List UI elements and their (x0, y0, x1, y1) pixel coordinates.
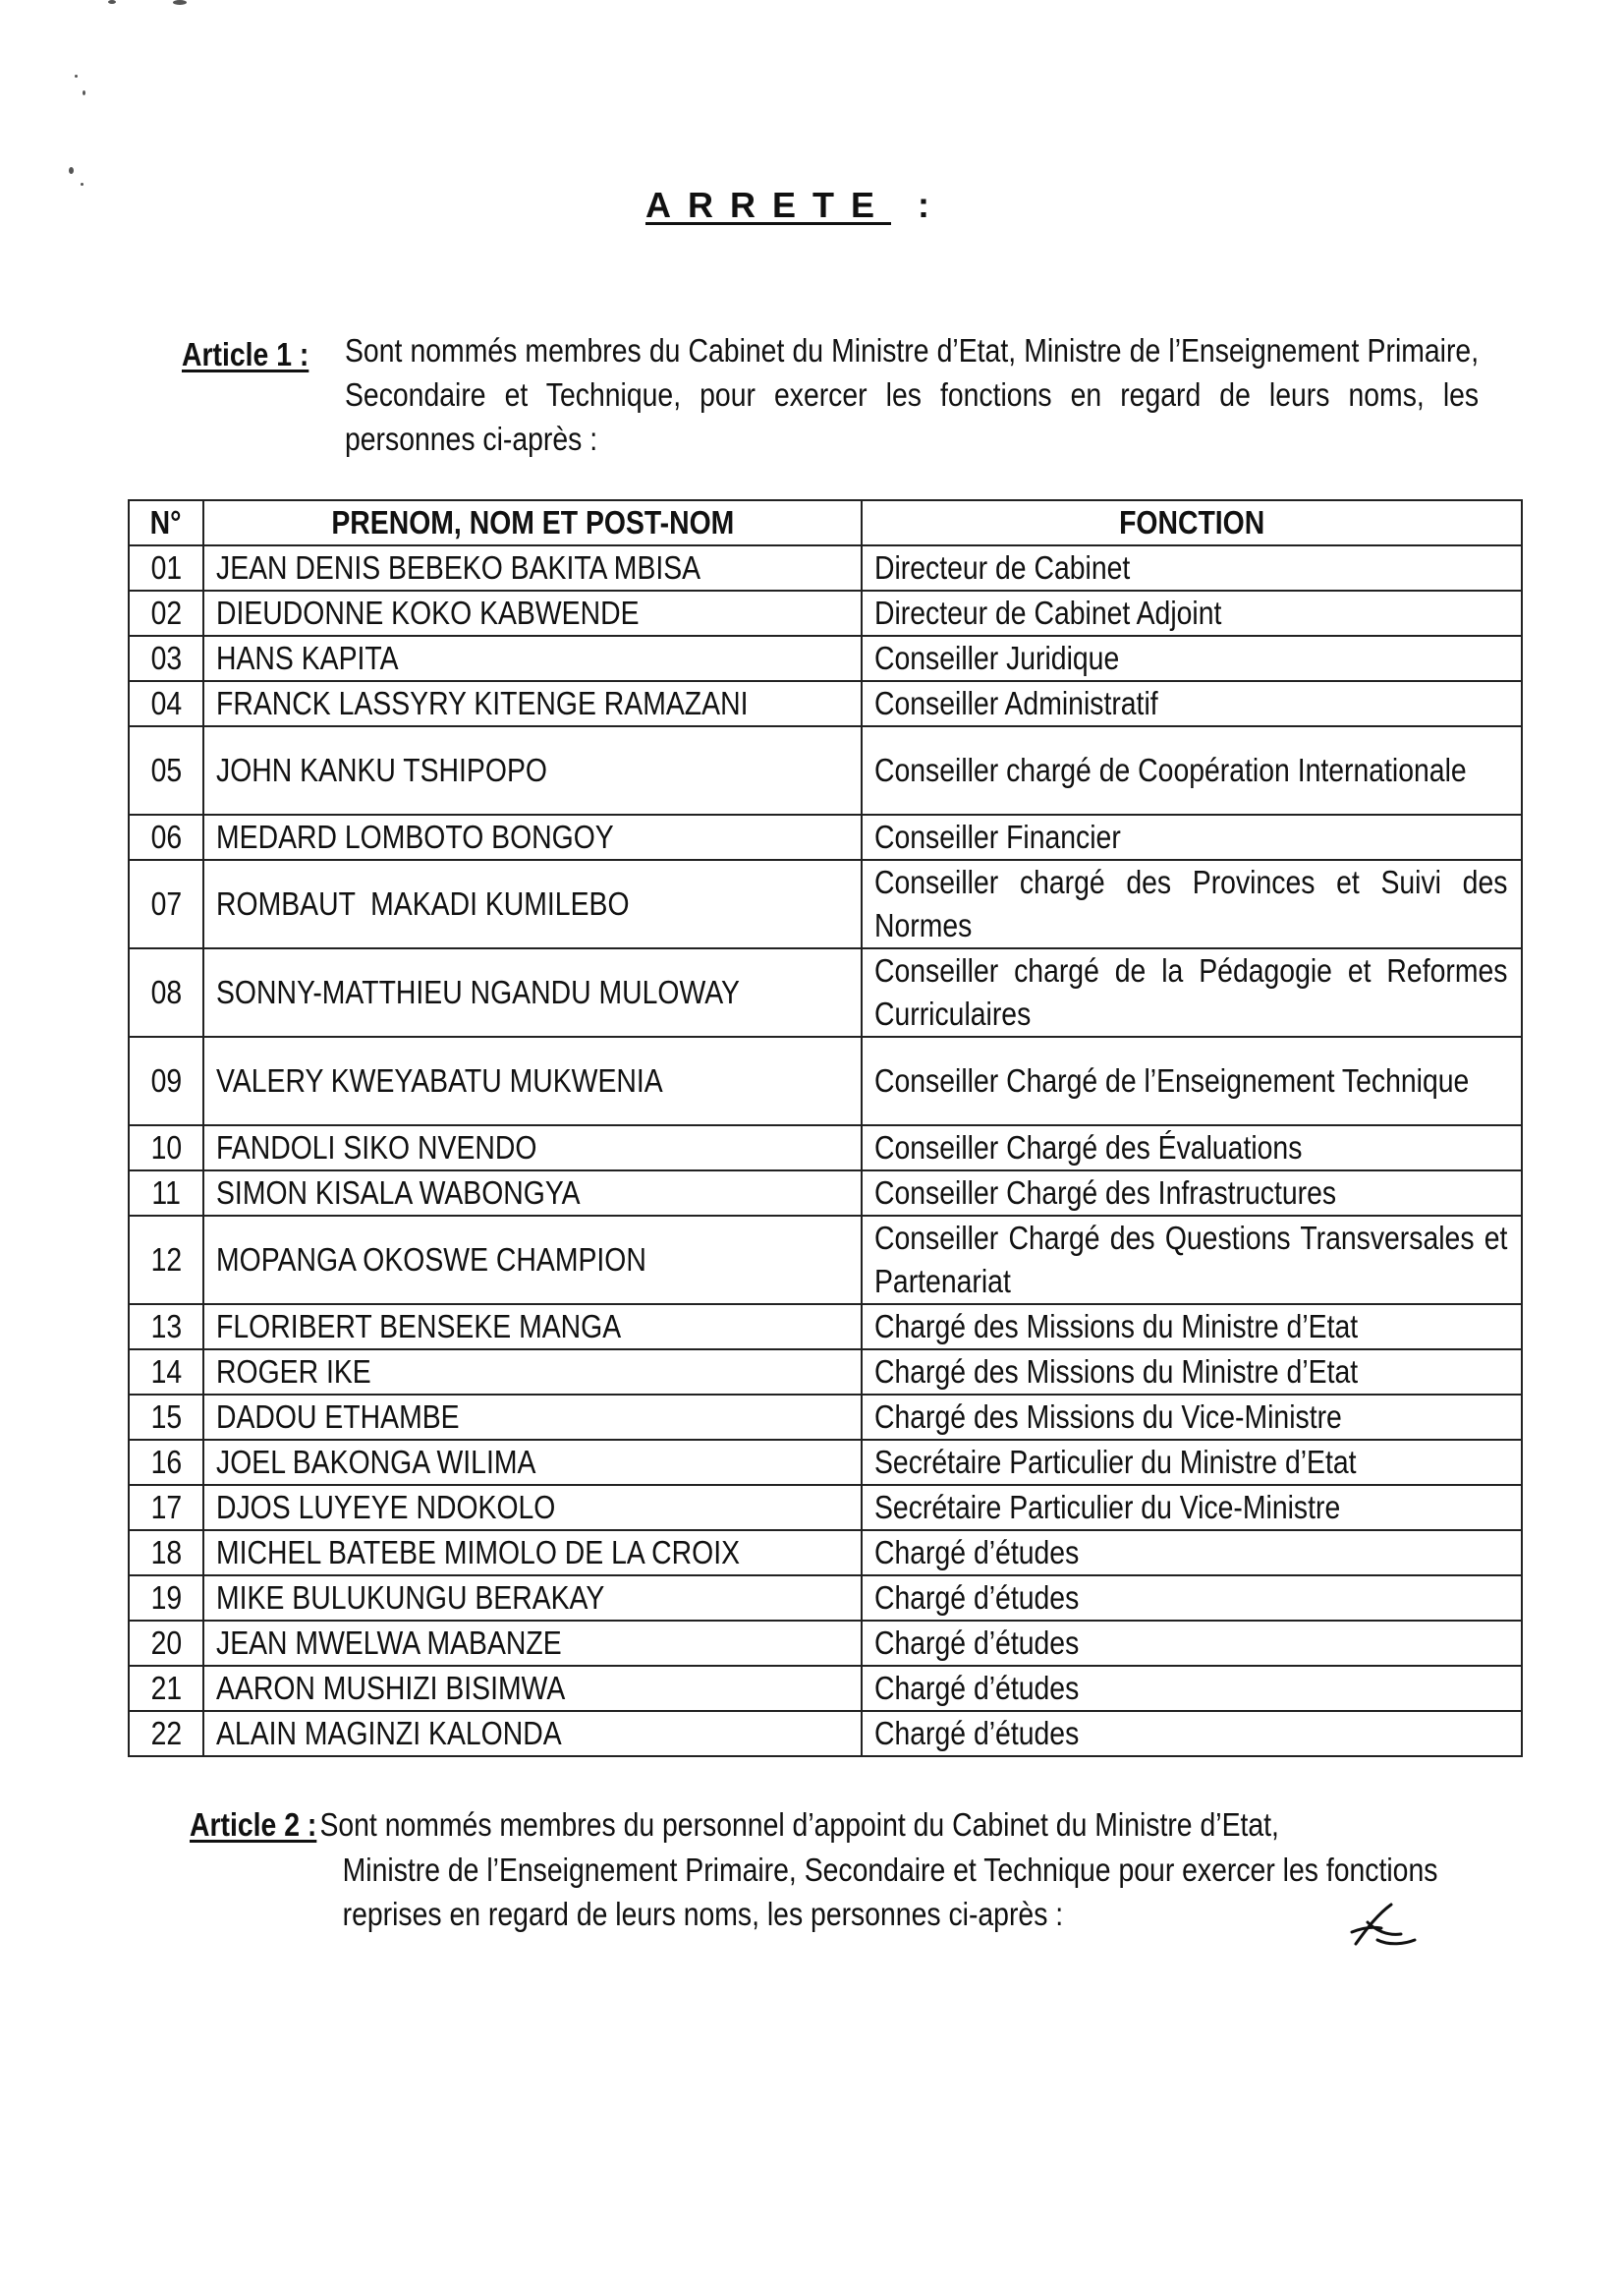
row-function-cell: Chargé des Missions du Vice-Ministre (862, 1395, 1522, 1440)
article-1-label: Article 1 : (182, 336, 309, 372)
table-row (129, 1304, 1522, 1349)
row-name-cell: JEAN MWELWA MABANZE (203, 1621, 862, 1666)
row-number-cell: 11 (129, 1170, 203, 1216)
table-header-row (129, 500, 1522, 545)
row-number-cell: 15 (129, 1395, 203, 1440)
document-title: ARRETE : (644, 185, 946, 225)
row-number-cell: 19 (129, 1575, 203, 1621)
row-number-cell: 10 (129, 1125, 203, 1170)
row-name-cell: FANDOLI SIKO NVENDO (203, 1125, 862, 1170)
row-name-cell: HANS KAPITA (203, 636, 862, 681)
scan-speck (173, 0, 187, 5)
row-function-cell: Chargé d’études (862, 1711, 1522, 1756)
article-1-text: Sont nommés membres du Cabinet du Ministre d’Etat, Ministre de l’Enseignement Primaire, Secondaire et Technique, pour exercer les fonctions en regard de leurs noms, les personnes ci-après : (344, 332, 1480, 457)
scan-speck (83, 90, 85, 95)
row-number-cell: 14 (129, 1349, 203, 1395)
table-row (129, 1216, 1522, 1304)
row-number-cell: 13 (129, 1304, 203, 1349)
table-row (129, 1575, 1522, 1621)
table-row (129, 1666, 1522, 1711)
row-function-cell: Secrétaire Particulier du Vice-Ministre (862, 1485, 1522, 1530)
row-function-cell: Conseiller Juridique (862, 636, 1522, 681)
row-name-cell: SONNY-MATTHIEU NGANDU MULOWAY (203, 948, 862, 1037)
row-function-cell: Chargé d’études (862, 1530, 1522, 1575)
row-number-cell: 18 (129, 1530, 203, 1575)
row-name-cell: MOPANGA OKOSWE CHAMPION (203, 1216, 862, 1304)
table-row (129, 591, 1522, 636)
row-name-cell: MIKE BULUKUNGU BERAKAY (203, 1575, 862, 1621)
row-number-cell: 17 (129, 1485, 203, 1530)
table-row (129, 1621, 1522, 1666)
table-row (129, 1485, 1522, 1530)
row-name-cell: DIEUDONNE KOKO KABWENDE (203, 591, 862, 636)
table-row (129, 860, 1522, 948)
row-name-cell: JOEL BAKONGA WILIMA (203, 1440, 862, 1485)
row-name-cell: ROMBAUT MAKADI KUMILEBO (203, 860, 862, 948)
row-number-cell: 03 (129, 636, 203, 681)
row-function-cell: Conseiller chargé des Provinces et Suivi des Normes (862, 860, 1522, 948)
row-function-cell: Directeur de Cabinet (862, 545, 1522, 591)
row-name-cell: FRANCK LASSYRY KITENGE RAMAZANI (203, 681, 862, 726)
initials-signature-mark (1348, 1901, 1419, 1950)
article-2-text-rest: Ministre de l’Enseignement Primaire, Secondaire et Technique pour exercer les fonctions reprises en regard de leurs noms, les personnes ci-après : (342, 1852, 1438, 1932)
table-row (129, 948, 1522, 1037)
row-number-cell: 09 (129, 1037, 203, 1125)
row-function-cell: Chargé des Missions du Ministre d’Etat (862, 1349, 1522, 1395)
row-number-cell: 16 (129, 1440, 203, 1485)
header-name: PRENOM, NOM ET POST-NOM (203, 500, 862, 545)
row-number-cell: 01 (129, 545, 203, 591)
row-name-cell: FLORIBERT BENSEKE MANGA (203, 1304, 862, 1349)
table-row (129, 1711, 1522, 1756)
row-number-cell: 22 (129, 1711, 203, 1756)
row-function-cell: Conseiller Administratif (862, 681, 1522, 726)
table-row (129, 636, 1522, 681)
row-name-cell: AARON MUSHIZI BISIMWA (203, 1666, 862, 1711)
row-function-cell: Secrétaire Particulier du Ministre d’Etat (862, 1440, 1522, 1485)
row-name-cell: JEAN DENIS BEBEKO BAKITA MBISA (203, 545, 862, 591)
row-number-cell: 20 (129, 1621, 203, 1666)
scan-speck (108, 0, 116, 4)
members-table (128, 499, 1523, 1757)
table-row (129, 1530, 1522, 1575)
table-row (129, 1349, 1522, 1395)
table-row (129, 545, 1522, 591)
row-function-cell: Chargé d’études (862, 1621, 1522, 1666)
table-row (129, 1037, 1522, 1125)
table-row (129, 1395, 1522, 1440)
article-2-label: Article 2 : (190, 1806, 317, 1843)
row-number-cell: 06 (129, 815, 203, 860)
row-name-cell: SIMON KISALA WABONGYA (203, 1170, 862, 1216)
row-number-cell: 12 (129, 1216, 203, 1304)
row-function-cell: Conseiller Chargé des Questions Transversales et Partenariat (862, 1216, 1522, 1304)
row-function-cell: Conseiller chargé de Coopération Internationale (862, 726, 1522, 815)
header-function: FONCTION (862, 500, 1522, 545)
table-row (129, 681, 1522, 726)
row-function-cell: Conseiller chargé de la Pédagogie et Reformes Curriculaires (862, 948, 1522, 1037)
row-name-cell: ROGER IKE (203, 1349, 862, 1395)
row-function-cell: Conseiller Chargé de l’Enseignement Technique (862, 1037, 1522, 1125)
table-row (129, 1170, 1522, 1216)
row-function-cell: Conseiller Chargé des Évaluations (862, 1125, 1522, 1170)
table-row (129, 815, 1522, 860)
row-number-cell: 21 (129, 1666, 203, 1711)
row-number-cell: 07 (129, 860, 203, 948)
row-name-cell: VALERY KWEYABATU MUKWENIA (203, 1037, 862, 1125)
row-number-cell: 05 (129, 726, 203, 815)
row-name-cell: DJOS LUYEYE NDOKOLO (203, 1485, 862, 1530)
row-function-cell: Conseiller Financier (862, 815, 1522, 860)
row-name-cell: DADOU ETHAMBE (203, 1395, 862, 1440)
row-number-cell: 04 (129, 681, 203, 726)
row-name-cell: JOHN KANKU TSHIPOPO (203, 726, 862, 815)
article-2-text-first: Sont nommés membres du personnel d’appoint du Cabinet du Ministre d’Etat, (319, 1806, 1279, 1843)
scan-speck (69, 167, 74, 174)
header-number: N° (129, 500, 203, 545)
scan-speck (75, 75, 78, 78)
row-function-cell: Directeur de Cabinet Adjoint (862, 591, 1522, 636)
row-name-cell: MICHEL BATEBE MIMOLO DE LA CROIX (203, 1530, 862, 1575)
row-number-cell: 08 (129, 948, 203, 1037)
row-function-cell: Chargé des Missions du Ministre d’Etat (862, 1304, 1522, 1349)
table-row (129, 726, 1522, 815)
table-row (129, 1125, 1522, 1170)
table-row (129, 1440, 1522, 1485)
row-function-cell: Chargé d’études (862, 1575, 1522, 1621)
row-name-cell: ALAIN MAGINZI KALONDA (203, 1711, 862, 1756)
row-name-cell: MEDARD LOMBOTO BONGOY (203, 815, 862, 860)
row-function-cell: Chargé d’études (862, 1666, 1522, 1711)
row-function-cell: Conseiller Chargé des Infrastructures (862, 1170, 1522, 1216)
row-number-cell: 02 (129, 591, 203, 636)
